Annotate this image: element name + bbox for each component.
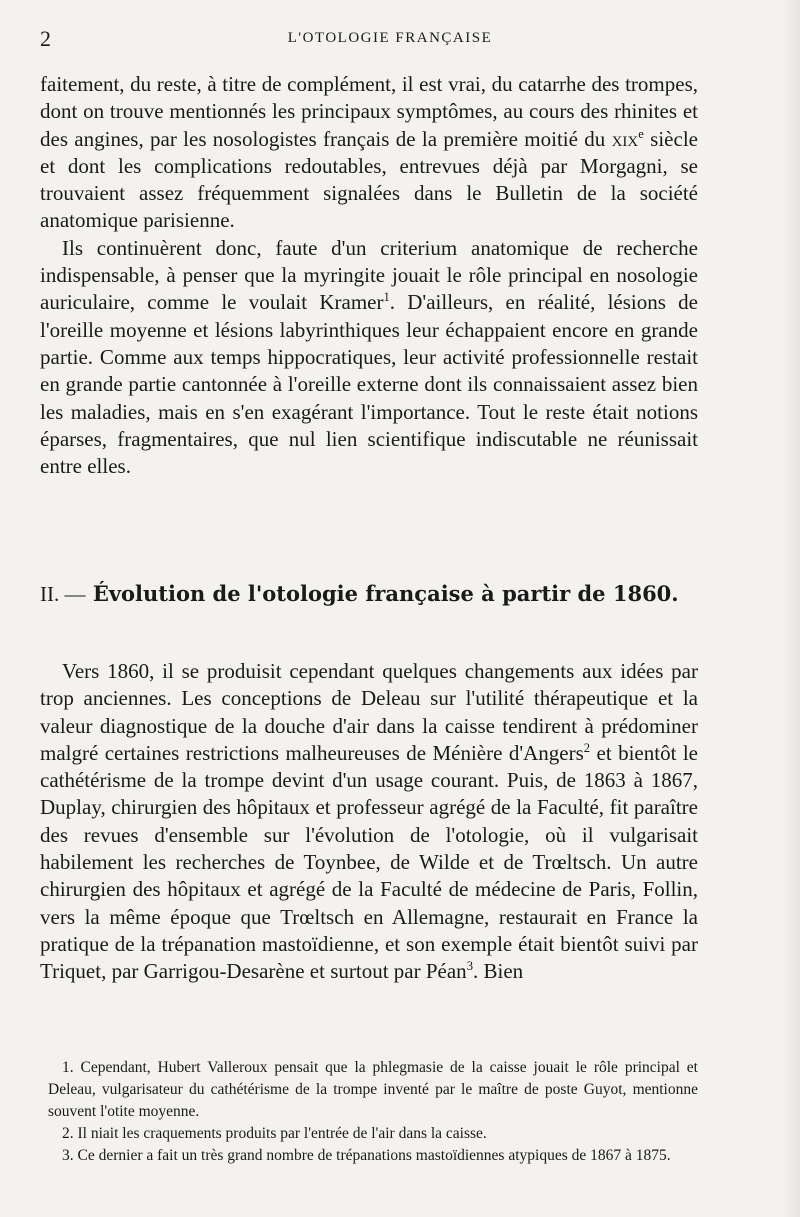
footnote-ref-2: 2 bbox=[583, 740, 591, 755]
paragraph: Vers 1860, il se produisit cependant quelques changements aux idées par trop anciennes. Les conceptions de Deleau sur l'utilité thérapeutique et la valeur diagnostique de la douche d'air dans la caisse tendirent à prédominer malgré certaines restrictions malheureuses de Ménière d'Angers$^2$ et bientôt le cathétérisme de la trompe devint d'un usage courant. Puis, de 1863 à 1867, Duplay, chirurgien des hôpitaux et professeur agrégé de la Faculté, fit paraître des revues d'ensemble sur l'évolution de l'otologie, où il vulgarisait habilement les recherches de Toynbee, de Wilde et de Trœltsch. Un autre chirurgien des hôpitaux et agrégé de la Faculté de médecine de Paris, Follin, vers la même époque que Trœltsch en Allemagne, restaurait en France la pratique de la trépanation mastoïdienne, et son exemple était bientôt suivi par Triquet, par Garrigou-Desarène et surtout par Péan$^3$. Bien bbox=[40, 659, 698, 984]
section-heading bbox=[40, 581, 740, 607]
page-number: 2 bbox=[40, 26, 51, 51]
page-header bbox=[40, 26, 740, 56]
footnote-ref-1: 1 bbox=[383, 290, 390, 305]
footnote-2: 2. Il niait les craquements produits par l'entrée de l'air dans la caisse. bbox=[62, 1125, 487, 1142]
footnote-3: 3. Ce dernier a fait un très grand nombre de trépanations mastoïdiennes atypiques de 1867 à 1875. bbox=[62, 1147, 671, 1164]
footnote-ref-3: 3 bbox=[466, 959, 473, 974]
century-suffix: e bbox=[638, 126, 644, 141]
footnotes bbox=[48, 1057, 698, 1167]
page-edge-shadow bbox=[782, 0, 800, 1217]
paragraph-continuation: faitement, du reste, à titre de complément, il est vrai, du catarrhe des trompes, dont on trouve mentionnés les principaux symptômes, au cours des rhinites et des angines, par les nosologistes français de la première moitié du xix$^e$ siècle et dont les complications redoutables, entrevues déjà par Morgagni, se trouvaient assez fréquemment signalées dans le Bulletin de la société anatomique parisienne. bbox=[40, 72, 698, 233]
continuation-text bbox=[40, 71, 698, 480]
section-number: II. — bbox=[40, 582, 86, 606]
section-text bbox=[40, 658, 698, 986]
century-numeral: xix bbox=[611, 126, 639, 151]
section-title: Évolution de l'otologie française à partir de 1860. bbox=[92, 581, 679, 606]
paragraph: Ils continuèrent donc, faute d'un criterium anatomique de recherche indispensable, à penser que la myringite jouait le rôle principal en nosologie auriculaire, comme le voulait Kramer$^1$. D'ailleurs, en réalité, lésions de l'oreille moyenne et lésions labyrinthiques leur échappaient encore en grande partie. Comme aux temps hippocratiques, leur activité professionnelle restait en grande partie cantonnée à l'oreille externe dont ils connaissaient assez bien les maladies, mais en s'en exagérant l'importance. Tout le reste était notions éparses, fragmentaires, que nul lien scientifique indiscutable ne réunissait entre elles. bbox=[40, 235, 698, 479]
running-title: L'OTOLOGIE FRANÇAISE bbox=[287, 30, 493, 46]
footnote-1: 1. Cependant, Hubert Valleroux pensait que la phlegmasie de la caisse jouait le rôle principal et Deleau, vulgarisateur du cathétérisme de la trompe inventé par le maître de poste Guyot, mentionne souvent l'otite moyenne. bbox=[48, 1059, 698, 1120]
